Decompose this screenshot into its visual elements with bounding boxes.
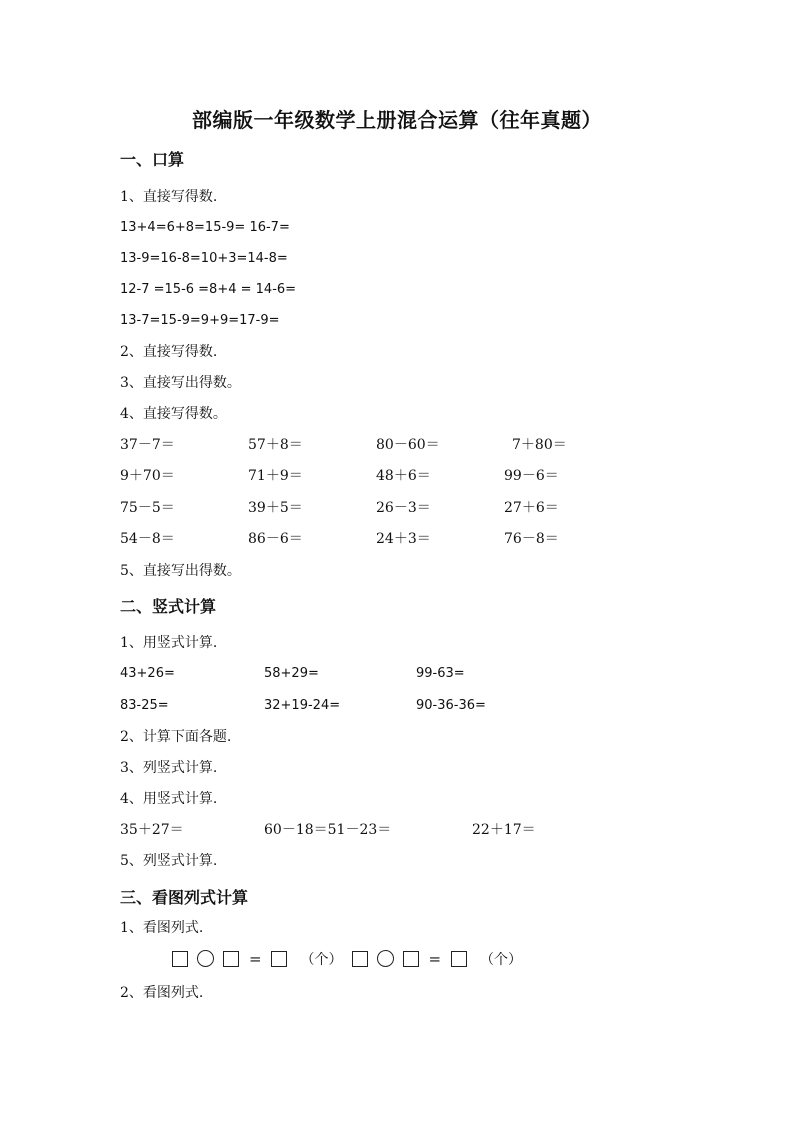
question-label: 2、直接写得数.	[120, 344, 218, 360]
answer-box[interactable]	[451, 951, 467, 967]
equation-cell: 99－6＝	[504, 468, 559, 484]
equation-cell: 60－18＝51－23＝	[264, 822, 392, 838]
section-heading-vertical-calc: 二、竖式计算	[120, 597, 217, 616]
question-label: 5、直接写出得数。	[120, 563, 241, 579]
equation-cell: 58+29=	[264, 666, 319, 681]
equation-cell: 57＋8＝	[248, 437, 303, 453]
answer-box[interactable]	[403, 951, 419, 967]
section-heading-oral-calc: 一、口算	[120, 150, 185, 169]
operator-circle[interactable]	[197, 950, 214, 967]
equation-cell: 32+19-24=	[264, 698, 341, 713]
equation-cell: 75－5＝	[120, 500, 175, 516]
equation-cell: 9＋70＝	[120, 468, 175, 484]
equals-sign: =	[248, 949, 262, 968]
question-label: 2、看图列式.	[120, 985, 204, 1001]
equation-line: 12-7 =15-6 =8+4 = 14-6=	[120, 282, 297, 297]
equation-cell: 43+26=	[120, 666, 175, 681]
equals-sign: =	[428, 949, 442, 968]
equation-cell: 54－8＝	[120, 531, 175, 547]
answer-box[interactable]	[172, 951, 188, 967]
answer-box[interactable]	[223, 951, 239, 967]
question-label: 2、计算下面各题.	[120, 729, 232, 745]
question-label: 1、看图列式.	[120, 920, 204, 936]
question-label: 3、直接写出得数。	[120, 375, 241, 391]
equation-cell: 71＋9＝	[248, 468, 303, 484]
operator-circle[interactable]	[377, 950, 394, 967]
equation-cell: 99-63=	[416, 666, 465, 681]
equation-cell: 24＋3＝	[376, 531, 431, 547]
equation-line: 13-9=16-8=10+3=14-8=	[120, 251, 288, 266]
equation-cell: 22＋17＝	[472, 822, 536, 838]
equation-cell: 7＋80＝	[512, 437, 567, 453]
equation-line: 13+4=6+8=15-9= 16-7=	[120, 220, 290, 235]
document-title: 部编版一年级数学上册混合运算（往年真题）	[192, 108, 602, 132]
equation-cell: 83-25=	[120, 698, 169, 713]
equation-cell: 37－7＝	[120, 437, 175, 453]
question-label: 4、用竖式计算.	[120, 791, 218, 807]
question-label: 1、用竖式计算.	[120, 635, 218, 651]
equation-cell: 26－3＝	[376, 500, 431, 516]
question-label: 4、直接写得数。	[120, 406, 227, 422]
answer-box[interactable]	[271, 951, 287, 967]
equation-cell: 90-36-36=	[416, 698, 486, 713]
unit-label: （个）	[480, 951, 523, 968]
equation-cell: 86－6＝	[248, 531, 303, 547]
equation-cell: 48＋6＝	[376, 468, 431, 484]
question-label: 1、直接写得数.	[120, 189, 218, 205]
equation-cell: 27＋6＝	[504, 500, 559, 516]
question-label: 3、列竖式计算.	[120, 760, 218, 776]
equation-cell: 80－60＝	[376, 437, 440, 453]
equation-cell: 39＋5＝	[248, 500, 303, 516]
equation-cell: 76－8＝	[504, 531, 559, 547]
question-label: 5、列竖式计算.	[120, 853, 218, 869]
picture-equation-blanks	[172, 948, 526, 968]
section-heading-picture-calc: 三、看图列式计算	[120, 888, 249, 907]
equation-cell: 35＋27＝	[120, 822, 184, 838]
unit-label: （个）	[300, 951, 343, 968]
equation-line: 13-7=15-9=9+9=17-9=	[120, 313, 280, 328]
answer-box[interactable]	[352, 951, 368, 967]
